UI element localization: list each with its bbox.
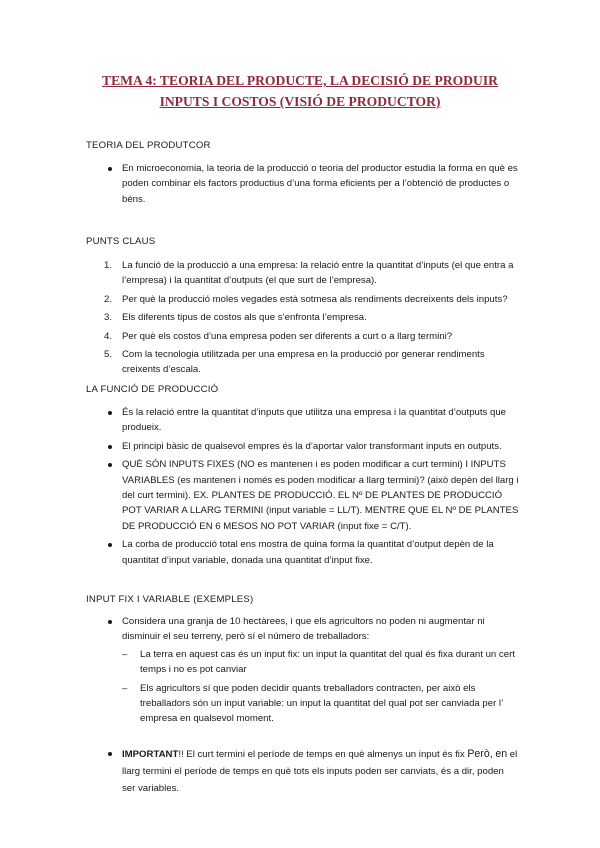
list-number: 2. — [104, 293, 113, 305]
list-item — [104, 746, 519, 797]
list-item-text: Per què els costos d’una empresa poden ser diferents a curt o a llarg termini? — [122, 330, 453, 342]
teoria-list — [104, 161, 519, 207]
list-item: QUÈ SÓN INPUTS FIXES (NO es mantenen i es poden modificar a curt termini) I INPUTS VARIABLES (es mantenen i només es poden modificar a llarg termini)? (això depèn del llarg i del curt termini). EX. PLANTES DE PRODUCCIÓ. EL Nº DE PLANTES DE PRODUCCIÓ POT VARIAR A LLARG TERMINI (input variable = LL/T). MENTRE QUE EL Nº DE PLANTES DE PRODUCCIÓ EN 6 MESOS NO POT VARIAR (input fixe = C/T). — [104, 457, 519, 534]
list-item — [104, 258, 519, 289]
input-list — [104, 614, 519, 727]
funcio-list — [104, 405, 519, 568]
list-item — [104, 347, 519, 378]
list-item: Considera una granja de 10 hectàrees, i que els agricultors no poden ni augmentar ni disminuir el seu terreny, però sí el número de treballadors: — [104, 614, 519, 645]
list-item: En microeconomia, la teoria de la producció o teoria del productor estudia la forma en què es poden combinar els factors productius d’una forma eficients per a l’obtenció de productes o béns. — [104, 161, 519, 207]
list-number: 4. — [104, 330, 113, 342]
important-text-a: !! El curt termini el període de temps en què almenys un input és fix — [178, 749, 468, 760]
heading-teoria: TEORIA DEL PRODUTCOR — [86, 140, 211, 151]
list-item: És la relació entre la quantitat d’inputs que utilitza una empresa i la quantitat d’outputs que produeix. — [104, 405, 519, 436]
important-label: IMPORTANT — [122, 749, 179, 760]
page-title — [60, 70, 540, 112]
list-item-text: La funció de la producció a una empresa: la relació entre la quantitat d’inputs (el que entra a l’empresa) i la quantitat d’outputs (el que surt de l’empresa). — [122, 260, 514, 287]
title-line-2: INPUTS I COSTOS (VISIÓ DE PRODUCTOR) — [159, 94, 441, 109]
heading-punts-claus: PUNTS CLAUS — [86, 236, 156, 247]
list-item-text: Com la tecnologia utilitzada per una empresa en la producció por generar rendiments creixents d’escala. — [122, 349, 485, 376]
important-en: en — [495, 748, 508, 760]
dash-marker: – — [122, 648, 128, 660]
heading-funcio: LA FUNCIÓ DE PRODUCCIÓ — [86, 384, 219, 395]
list-number: 5. — [104, 349, 113, 361]
sub-list-item — [104, 681, 519, 727]
list-number: 3. — [104, 312, 113, 324]
list-item — [104, 310, 519, 325]
important-block — [104, 746, 519, 797]
sub-item-text: La terra en aquest cas és un input fix: un input la quantitat del qual és fixa durant un cert temps i no es pot canviar — [140, 648, 515, 676]
list-item: El principi bàsic de qualsevol empres és la d’aportar valor transformant inputs en outputs. — [104, 439, 519, 454]
punts-list — [104, 258, 519, 378]
sub-list-item — [104, 647, 519, 678]
list-item-text: Els diferents tipus de costos als que s’enfronta l’empresa. — [122, 312, 367, 324]
title-line-1: TEMA 4: TEORIA DEL PRODUCTE, LA DECISIÓ DE PRODUIR — [102, 73, 498, 88]
list-item: La corba de producció total ens mostra de quina forma la quantitat d’output depèn de la quantitat d’input variable, donada una quantitat d’input fixe. — [104, 537, 519, 568]
dash-marker: – — [122, 682, 128, 694]
important-pero: Però, — [467, 748, 493, 760]
list-item-text: Per què la producció moles vegades està sotmesa als rendiments decreixents dels inputs? — [122, 293, 508, 305]
list-item — [104, 292, 519, 307]
list-item — [104, 329, 519, 344]
sub-item-text: Els agricultors sí que poden decidir quants treballadors contracten, per això els treballadors són un input variable: un input la quantitat del qual pot ser canviada per l’ empresa en qualsevol moment. — [140, 682, 503, 725]
list-number: 1. — [104, 260, 113, 271]
heading-input: INPUT FIX I VARIABLE (EXEMPLES) — [86, 594, 254, 605]
important-text-b: el llarg termini el període de temps en què tots els inputs poden ser canviats, és a dir, poden ser variables. — [122, 749, 518, 794]
